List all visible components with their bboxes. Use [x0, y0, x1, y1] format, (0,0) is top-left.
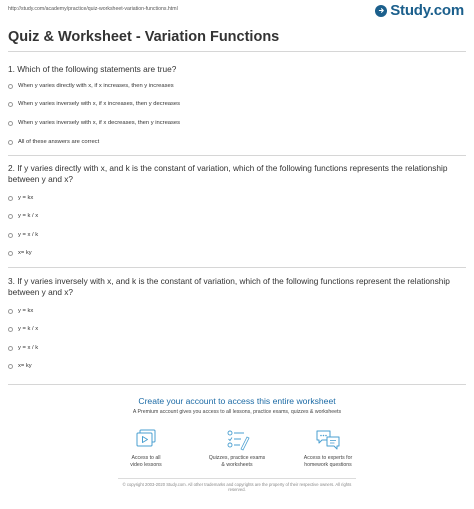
question-2-option-4[interactable]	[8, 250, 32, 256]
option-label: All of these answers are correct	[18, 139, 100, 145]
radio-button[interactable]	[8, 233, 13, 238]
option-label: When y varies inversely with x, if x decreases, then y increases	[18, 120, 181, 126]
option-label: x= ky	[18, 250, 32, 256]
page-title: Quiz & Worksheet - Variation Functions	[8, 29, 280, 45]
radio-button[interactable]	[8, 140, 13, 145]
feature-line-1: Quizzes, practice exams	[208, 455, 266, 461]
option-label: When y varies inversely with x, if x increases, then y decreases	[18, 101, 181, 107]
question-divider	[8, 155, 466, 156]
radio-button[interactable]	[8, 251, 13, 256]
feature-line-2: & worksheets	[221, 461, 253, 468]
question-3-option-3[interactable]	[8, 345, 38, 351]
question-1-option-2[interactable]	[8, 101, 180, 107]
feature-line-1: Access to all	[131, 455, 161, 461]
option-label: y = k / x	[18, 213, 39, 219]
question-1-option-3[interactable]	[8, 120, 180, 126]
video-lesson-icon	[133, 428, 159, 452]
premium-description: A Premium account gives you access to all lessons, practice exams, quizzes & worksheets	[132, 409, 342, 415]
radio-button[interactable]	[8, 102, 13, 107]
top-bar	[0, 0, 474, 24]
radio-button[interactable]	[8, 214, 13, 219]
option-label: y = kx	[18, 308, 34, 314]
option-label: x= ky	[18, 363, 32, 369]
radio-button[interactable]	[8, 309, 13, 314]
question-2-option-1[interactable]	[8, 195, 33, 201]
question-3-text: 3. If y varies inversely with x, and k is the constant of variation, which of the following functions represent the relationship between y and x?	[8, 276, 450, 297]
feature-quizzes	[192, 428, 282, 468]
feature-line-1: Access to experts for	[303, 455, 353, 461]
option-label: y = kx	[18, 195, 34, 201]
question-3-option-4[interactable]	[8, 363, 32, 369]
radio-button[interactable]	[8, 196, 13, 201]
radio-button[interactable]	[8, 346, 13, 351]
study-logo[interactable]	[375, 2, 464, 19]
quiz-checklist-icon	[224, 428, 250, 452]
footer-divider	[118, 478, 356, 479]
copyright-line-2: reserved.	[228, 487, 246, 493]
question-divider	[8, 267, 466, 268]
option-label: When y varies directly with x, if x increases, then y increases	[18, 83, 174, 89]
radio-button[interactable]	[8, 364, 13, 369]
title-divider	[8, 51, 466, 52]
cta-divider	[8, 384, 466, 385]
logo-text: Study.com	[390, 2, 464, 19]
logo-arrow-icon	[375, 5, 387, 17]
radio-button[interactable]	[8, 84, 13, 89]
feature-experts	[283, 428, 373, 468]
question-1-option-1[interactable]	[8, 83, 174, 89]
chat-bubbles-icon	[315, 428, 341, 452]
feature-video-lessons	[101, 428, 191, 468]
question-2-option-2[interactable]	[8, 213, 38, 219]
feature-line-2: homework questions	[304, 461, 352, 468]
radio-button[interactable]	[8, 327, 13, 332]
question-2-option-3[interactable]	[8, 232, 38, 238]
question-3-option-1[interactable]	[8, 308, 33, 314]
copyright-line-1: © copyright 2003-2020 Study.com. All other trademarks and copyrights are the property of their respective owners. All rights	[122, 482, 352, 487]
page-url[interactable]: http://study.com/academy/practice/quiz-worksheet-variation-functions.html	[8, 6, 178, 12]
radio-button[interactable]	[8, 121, 13, 126]
question-2-text: 2. If y varies directly with x, and k is the constant of variation, which of the following functions represents the relationship between y and x?	[8, 163, 448, 184]
feature-line-2: video lessons	[130, 461, 162, 468]
option-label: y = k / x	[18, 326, 39, 332]
option-label: y = x / k	[18, 232, 39, 238]
copyright-footer	[90, 482, 384, 493]
option-label: y = x / k	[18, 345, 39, 351]
create-account-link[interactable]: Create your account to access this entire worksheet	[138, 396, 336, 406]
question-1-text: 1. Which of the following statements are true?	[8, 64, 177, 74]
question-1-option-4[interactable]	[8, 139, 99, 145]
question-3-option-2[interactable]	[8, 326, 38, 332]
